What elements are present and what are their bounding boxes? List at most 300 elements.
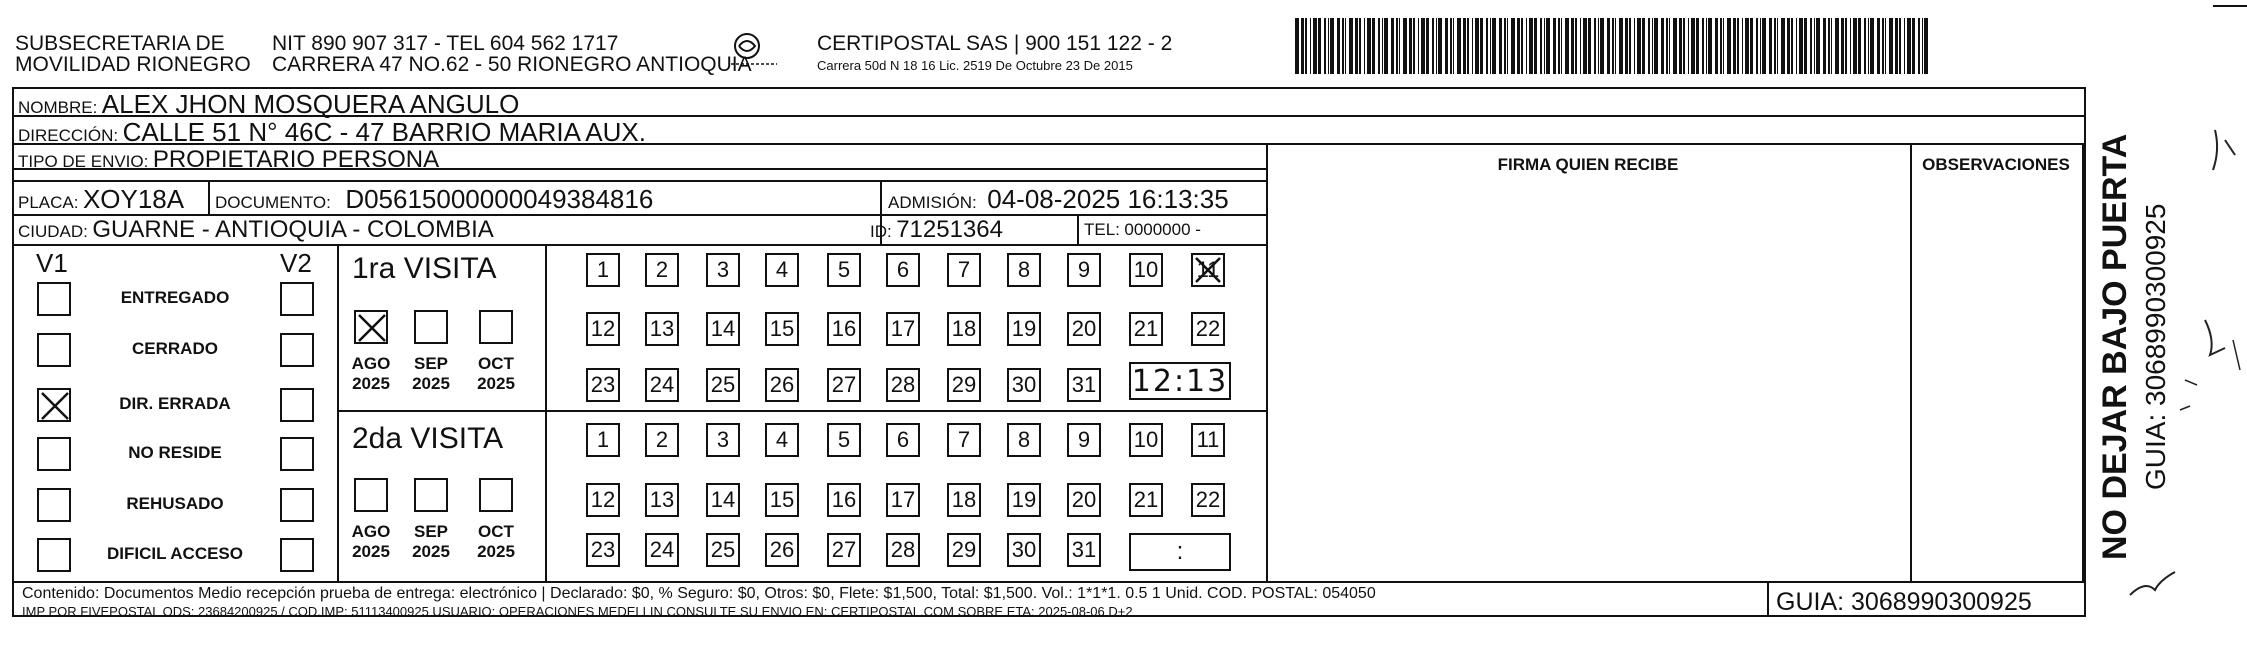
day-cell[interactable]	[1067, 312, 1101, 346]
day-number: 18	[951, 316, 977, 341]
day-cell[interactable]	[765, 423, 799, 457]
day-number: 22	[1195, 316, 1221, 341]
barcode-bar	[1845, 18, 1847, 74]
documento-label: DOCUMENTO:	[215, 193, 331, 212]
day-cell[interactable]	[827, 483, 861, 517]
day-number: 19	[1011, 316, 1037, 341]
barcode-bar	[1355, 18, 1358, 74]
day-cell[interactable]	[1007, 423, 1041, 457]
month-year: 2025	[412, 542, 450, 561]
day-cell[interactable]	[1129, 253, 1163, 287]
day-cell[interactable]	[1129, 312, 1163, 346]
org-line-1: SUBSECRETARIA DE	[15, 32, 225, 55]
barcode-bar	[1666, 18, 1668, 74]
day-cell[interactable]	[1067, 483, 1101, 517]
barcode-bar	[1889, 18, 1893, 74]
day-number: 23	[590, 537, 616, 562]
barcode-icon	[1295, 18, 1935, 76]
ciudad-value: GUARNE - ANTIOQUIA - COLOMBIA	[92, 216, 494, 243]
day-number: 27	[831, 537, 857, 562]
barcode-bar	[1450, 18, 1452, 74]
barcode-bar	[1615, 18, 1616, 74]
day-number: 31	[1071, 537, 1097, 562]
day-number: 30	[1011, 537, 1037, 562]
barcode-bar	[1814, 18, 1815, 74]
barcode-bar	[1912, 18, 1915, 74]
barcode-bar	[1774, 18, 1776, 74]
barcode-bar	[1565, 18, 1569, 74]
v2-checkbox[interactable]	[280, 538, 314, 572]
day-cell[interactable]	[586, 533, 620, 567]
barcode-bar	[1720, 18, 1722, 74]
day-cell[interactable]	[827, 368, 861, 402]
day-number: 16	[831, 487, 857, 512]
barcode-bar	[1654, 18, 1658, 74]
placa-divider	[208, 180, 210, 214]
day-cell[interactable]	[706, 533, 740, 567]
admision-value: 04-08-2025 16:13:35	[987, 184, 1229, 214]
barcode-bar	[1499, 18, 1502, 74]
status-label: DIR. ERRADA	[119, 394, 231, 413]
month-label	[340, 522, 402, 562]
barcode-bar	[1490, 18, 1491, 74]
barcode-bar	[1702, 18, 1704, 74]
month-label	[400, 354, 462, 394]
day-cell[interactable]	[1007, 368, 1041, 402]
day-cell[interactable]	[706, 253, 740, 287]
barcode-bar	[1769, 18, 1772, 74]
tel-value: 0000000 -	[1124, 220, 1201, 239]
check-mark-icon	[1193, 255, 1223, 285]
barcode-bar	[1391, 18, 1394, 74]
barcode-bar	[1708, 18, 1712, 74]
v2-label: V2	[280, 248, 312, 278]
org-line-2: MOVILIDAD RIONEGRO	[15, 53, 251, 76]
barcode-bar	[1492, 18, 1496, 74]
day-cell[interactable]	[886, 533, 920, 567]
day-number: 8	[1017, 257, 1031, 282]
first-time-handwritten: 12:13	[1131, 364, 1229, 399]
ciudad-field	[18, 216, 494, 244]
barcode-bar	[1612, 18, 1614, 74]
month-label	[400, 522, 462, 562]
barcode-bar	[1324, 18, 1326, 74]
day-number: 21	[1133, 316, 1159, 341]
day-cell[interactable]	[1007, 312, 1041, 346]
pen-scribble-marks	[2085, 110, 2245, 610]
barcode-bar	[1318, 18, 1321, 74]
day-cell[interactable]	[765, 483, 799, 517]
barcode-bar	[1619, 18, 1623, 74]
month-name: SEP	[413, 354, 449, 373]
barcode-bar	[1472, 18, 1473, 74]
status-label: DIFICIL ACCESO	[106, 544, 243, 563]
tipo-value: PROPIETARIO PERSONA	[152, 146, 440, 173]
day-cell[interactable]	[827, 423, 861, 457]
day-number: 29	[951, 372, 977, 397]
barcode-bar	[1313, 18, 1317, 74]
day-cell[interactable]	[1067, 423, 1101, 457]
barcode-bar	[1858, 18, 1861, 74]
day-number: 31	[1071, 372, 1097, 397]
barcode-bar	[1382, 18, 1383, 74]
day-number: 27	[831, 372, 857, 397]
month-label	[465, 354, 527, 394]
barcode-bar	[1529, 18, 1533, 74]
day-cell[interactable]	[706, 483, 740, 517]
day-cell[interactable]	[1067, 253, 1101, 287]
day-cell[interactable]	[765, 312, 799, 346]
day-cell[interactable]	[886, 253, 920, 287]
day-cell[interactable]	[947, 533, 981, 567]
month-divider	[545, 244, 547, 581]
barcode-bar	[1625, 18, 1628, 74]
day-number: 14	[710, 316, 736, 341]
barcode-bar	[1642, 18, 1645, 74]
day-cell[interactable]	[765, 533, 799, 567]
v1-checkbox[interactable]	[37, 333, 71, 367]
barcode-bar	[1760, 18, 1761, 74]
day-number: 7	[957, 257, 971, 282]
barcode-bar	[1546, 18, 1550, 74]
day-number: 24	[649, 537, 675, 562]
day-cell[interactable]	[886, 368, 920, 402]
nombre-value: ALEX JHON MOSQUERA ANGULO	[101, 89, 520, 119]
barcode-bar	[1762, 18, 1766, 74]
month-year: 2025	[477, 374, 515, 393]
day-number: 10	[1133, 427, 1159, 452]
barcode-bar	[1295, 18, 1299, 74]
barcode-bar	[1403, 18, 1407, 74]
barcode-bar	[1328, 18, 1329, 74]
day-cell[interactable]	[886, 483, 920, 517]
nombre-label: NOMBRE:	[18, 98, 98, 117]
barcode-bar	[1349, 18, 1353, 74]
barcode-bar	[1372, 18, 1375, 74]
direccion-field	[18, 117, 646, 148]
barcode-bar	[1835, 18, 1839, 74]
barcode-bar	[1598, 18, 1599, 74]
barcode-bar	[1438, 18, 1442, 74]
barcode-bar	[1706, 18, 1707, 74]
barcode-bar	[1816, 18, 1820, 74]
barcode-bar	[1673, 18, 1677, 74]
carrier-logo-icon	[727, 30, 779, 72]
day-number: 3	[716, 257, 730, 282]
barcode-bar	[1342, 18, 1344, 74]
barcode-bar	[1882, 18, 1884, 74]
month-checkbox[interactable]	[414, 478, 448, 512]
day-number: 12	[590, 316, 616, 341]
v1-checkbox[interactable]	[37, 282, 71, 316]
barcode-bar	[1575, 18, 1577, 74]
day-number: 6	[896, 427, 910, 452]
day-cell[interactable]	[947, 312, 981, 346]
day-cell[interactable]	[586, 483, 620, 517]
barcode-bar	[1517, 18, 1520, 74]
barcode-bar	[1534, 18, 1537, 74]
v2-checkbox[interactable]	[280, 282, 314, 316]
first-time-box[interactable]	[1129, 362, 1231, 400]
day-number: 9	[1077, 427, 1091, 452]
barcode-bar	[1723, 18, 1724, 74]
ciudad-label: CIUDAD:	[18, 222, 88, 241]
barcode-bar	[1756, 18, 1758, 74]
v1-checkbox[interactable]	[37, 388, 71, 422]
observaciones-label: OBSERVACIONES	[1922, 155, 2070, 174]
admision-label: ADMISIÓN:	[888, 193, 977, 212]
day-cell[interactable]	[706, 312, 740, 346]
day-number: 2	[655, 257, 669, 282]
barcode-bar	[1907, 18, 1911, 74]
carrier-line: CERTIPOSTAL SAS | 900 151 122 - 2	[817, 32, 1173, 55]
day-cell[interactable]	[706, 423, 740, 457]
barcode-bar	[1924, 18, 1928, 74]
day-cell[interactable]	[1067, 368, 1101, 402]
day-cell[interactable]	[765, 253, 799, 287]
day-number: 14	[710, 487, 736, 512]
day-number: 17	[890, 487, 916, 512]
barcode-bar	[1432, 18, 1434, 74]
firma-left-border	[1266, 143, 1268, 581]
barcode-bar	[1799, 18, 1803, 74]
day-cell[interactable]	[827, 253, 861, 287]
barcode-bar	[1486, 18, 1488, 74]
month-label	[465, 522, 527, 562]
barcode-bar	[1384, 18, 1388, 74]
documento-value: D05615000000049384816	[345, 184, 654, 214]
day-number: 16	[831, 316, 857, 341]
day-number: 28	[890, 537, 916, 562]
day-cell[interactable]	[1007, 483, 1041, 517]
day-cell[interactable]	[645, 533, 679, 567]
barcode-bar	[1688, 18, 1689, 74]
v2-checkbox[interactable]	[280, 488, 314, 522]
day-number: 3	[716, 427, 730, 452]
day-cell[interactable]	[706, 368, 740, 402]
month-name: OCT	[478, 522, 514, 541]
barcode-bar	[1922, 18, 1923, 74]
barcode-bar	[1571, 18, 1574, 74]
tipo-field	[18, 146, 439, 174]
barcode-bar	[1521, 18, 1523, 74]
day-cell[interactable]	[827, 533, 861, 567]
documento-field	[215, 184, 653, 215]
day-cell[interactable]	[827, 312, 861, 346]
barcode-bar	[1475, 18, 1479, 74]
barcode-bar	[1661, 18, 1664, 74]
id-label: ID:	[870, 222, 892, 241]
day-cell[interactable]	[1129, 483, 1163, 517]
barcode-bar	[1396, 18, 1398, 74]
day-cell[interactable]	[947, 483, 981, 517]
day-cell[interactable]	[1191, 483, 1225, 517]
day-number: 30	[1011, 372, 1037, 397]
status-label: ENTREGADO	[120, 288, 230, 307]
barcode-bar	[1359, 18, 1361, 74]
barcode-bar	[1870, 18, 1874, 74]
day-number: 4	[775, 257, 789, 282]
status-label: CERRADO	[132, 339, 218, 358]
status-label: NO RESIDE	[128, 443, 222, 462]
barcode-bar	[1629, 18, 1631, 74]
day-cell[interactable]	[586, 423, 620, 457]
barcode-bar	[1810, 18, 1812, 74]
barcode-bar	[1918, 18, 1920, 74]
day-cell[interactable]	[1191, 253, 1225, 287]
v2-checkbox[interactable]	[280, 388, 314, 422]
v2-checkbox[interactable]	[280, 437, 314, 471]
license-line: Carrera 50d N 18 16 Lic. 2519 De Octubre 23 De 2015	[817, 58, 1133, 73]
day-cell[interactable]	[645, 253, 679, 287]
day-cell[interactable]	[586, 312, 620, 346]
v2-checkbox[interactable]	[280, 333, 314, 367]
day-cell[interactable]	[645, 483, 679, 517]
barcode-bar	[1301, 18, 1304, 74]
barcode-bar	[1804, 18, 1807, 74]
side-guia-vertical: GUIA: 3068990300925	[2140, 203, 2171, 490]
month-checkbox[interactable]	[479, 310, 513, 344]
day-cell[interactable]	[947, 253, 981, 287]
barcode-bar	[1696, 18, 1699, 74]
day-cell[interactable]	[765, 368, 799, 402]
guia-box-value: GUIA: 3068990300925	[1776, 588, 2032, 616]
barcode-bar	[1507, 18, 1508, 74]
month-checkbox[interactable]	[354, 310, 388, 344]
barcode-bar	[1864, 18, 1866, 74]
month-checkbox[interactable]	[479, 478, 513, 512]
second-time-box[interactable]	[1129, 533, 1231, 571]
day-cell[interactable]	[1191, 423, 1225, 457]
barcode-bar	[1841, 18, 1844, 74]
barcode-bar	[1553, 18, 1556, 74]
barcode-bar	[1580, 18, 1581, 74]
footer-imp-line: IMP POR FIVEPOSTAL ODS: 23684200925 / COD.IMP: 51113400925 USUARIO: OPERACIONES MEDELLIN CONSULTE SU ENVIO EN: CERTIPOSTAL.COM SOBRE ETA: 2025-08-06 D+2	[22, 604, 1133, 619]
barcode-bar	[1823, 18, 1826, 74]
barcode-bar	[1899, 18, 1901, 74]
day-cell[interactable]	[1007, 253, 1041, 287]
day-cell[interactable]	[645, 423, 679, 457]
visit-divider	[337, 410, 1266, 412]
day-cell[interactable]	[1191, 312, 1225, 346]
barcode-bar	[1457, 18, 1461, 74]
barcode-bar	[1436, 18, 1437, 74]
day-cell[interactable]	[947, 368, 981, 402]
barcode-bar	[1426, 18, 1429, 74]
day-cell[interactable]	[1067, 533, 1101, 567]
day-number: 4	[775, 427, 789, 452]
barcode-bar	[1305, 18, 1307, 74]
barcode-bar	[1594, 18, 1596, 74]
day-number: 11	[1196, 427, 1220, 452]
barcode-bar	[1445, 18, 1448, 74]
direccion-value: CALLE 51 N° 46C - 47 BARRIO MARIA AUX.	[122, 117, 646, 147]
check-mark-icon	[39, 390, 71, 422]
month-year: 2025	[477, 542, 515, 561]
first-visit-title: 1ra VISITA	[352, 252, 497, 285]
barcode-bar	[1742, 18, 1743, 74]
barcode-bar	[1511, 18, 1515, 74]
barcode-bar	[1683, 18, 1685, 74]
barcode-bar	[1467, 18, 1469, 74]
day-number: 22	[1195, 487, 1221, 512]
day-number: 20	[1071, 487, 1097, 512]
nombre-field	[18, 89, 519, 120]
month-checkbox[interactable]	[354, 478, 388, 512]
footer-content-line: Contenido: Documentos Medio recepción prueba de entrega: electrónico | Declarado: $0, % Seguro: $0, Otros: $0, Flete: $1,500, Total: $1,500. Vol.: 1*1*1. 0.5 1 Unid. COD. POSTAL: 054050	[22, 585, 1376, 602]
barcode-bar	[1850, 18, 1851, 74]
row-divider	[12, 180, 1266, 182]
month-year: 2025	[352, 542, 390, 561]
barcode-bar	[1669, 18, 1670, 74]
day-cell[interactable]	[586, 253, 620, 287]
day-number: 28	[890, 372, 916, 397]
month-checkbox[interactable]	[414, 310, 448, 344]
barcode-bar	[1504, 18, 1506, 74]
barcode-bar	[1777, 18, 1778, 74]
v1-checkbox[interactable]	[37, 538, 71, 572]
day-number: 9	[1077, 257, 1091, 282]
barcode-bar	[1745, 18, 1749, 74]
nit-line: NIT 890 907 317 - TEL 604 562 1717	[272, 32, 619, 55]
day-cell[interactable]	[886, 423, 920, 457]
admision-field	[888, 184, 1229, 215]
barcode-bar	[1634, 18, 1635, 74]
day-cell[interactable]	[645, 312, 679, 346]
guia-box-divider	[1767, 581, 1769, 617]
barcode-bar	[1733, 18, 1736, 74]
no-dejar-bajo-puerta: NO DEJAR BAJO PUERTA	[2096, 133, 2134, 560]
barcode-bar	[1463, 18, 1466, 74]
day-cell[interactable]	[586, 368, 620, 402]
day-number: 13	[649, 487, 675, 512]
barcode-bar	[1526, 18, 1527, 74]
day-number: 1	[596, 257, 610, 282]
barcode-bar	[1877, 18, 1880, 74]
barcode-bar	[1652, 18, 1653, 74]
v1-checkbox[interactable]	[37, 437, 71, 471]
barcode-bar	[1781, 18, 1785, 74]
observaciones-left-border	[1910, 143, 1912, 581]
day-number: 7	[957, 427, 971, 452]
placa-label: PLACA:	[18, 193, 79, 212]
barcode-bar	[1544, 18, 1545, 74]
barcode-bar	[1583, 18, 1587, 74]
barcode-bar	[1588, 18, 1591, 74]
day-number: 8	[1017, 427, 1031, 452]
day-cell[interactable]	[645, 368, 679, 402]
day-cell[interactable]	[886, 312, 920, 346]
day-number: 5	[837, 427, 851, 452]
barcode-bar	[1796, 18, 1797, 74]
barcode-bar	[1607, 18, 1610, 74]
day-number: 29	[951, 537, 977, 562]
day-cell[interactable]	[1007, 533, 1041, 567]
day-number: 26	[769, 372, 795, 397]
day-cell[interactable]	[947, 423, 981, 457]
barcode-bar	[1791, 18, 1793, 74]
v1-checkbox[interactable]	[37, 488, 71, 522]
barcode-bar	[1637, 18, 1641, 74]
barcode-bar	[1737, 18, 1739, 74]
day-number: 21	[1133, 487, 1159, 512]
day-number: 12	[590, 487, 616, 512]
barcode-bar	[1831, 18, 1832, 74]
barcode-bar	[1561, 18, 1562, 74]
day-number: 25	[710, 537, 736, 562]
second-visit-title: 2da VISITA	[352, 422, 504, 455]
day-cell[interactable]	[1129, 423, 1163, 457]
